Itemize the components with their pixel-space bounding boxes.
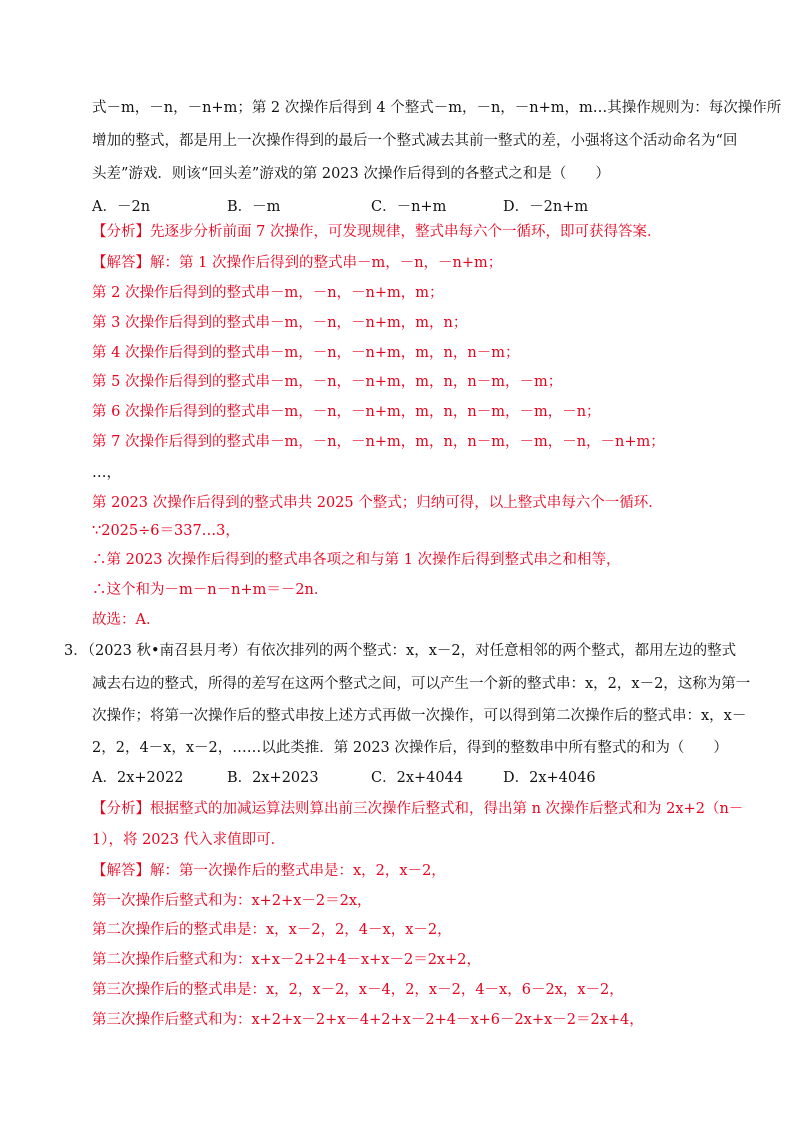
q3-solution-line: 第二次操作后的整式串是：x，x－2，2，4－x，x－2， <box>92 922 452 938</box>
q2-solution-line: 第 2023 次操作后得到的整式串共 2025 个整式；归纳可得，以上整式串每六个一循环． <box>92 495 663 511</box>
q2-option-c: C．－n+m <box>371 199 447 215</box>
q3-stem-line: 2，2，4－x，x－2，……以此类推．第 2023 次操作后，得到的整数串中所有整式的和为（ ） <box>92 740 728 756</box>
q3-analysis-cont: 1），将 2023 代入求值即可． <box>92 832 286 848</box>
q3-option-b: B．2x+2023 <box>227 770 319 786</box>
q2-option-a: A．－2n <box>92 199 151 215</box>
q3-solution-line: 第一次操作后整式和为：x+2+x－2＝2x， <box>92 893 372 909</box>
q3-solution-line: 第三次操作后整式和为：x+2+x－2+x－4+2+x－2+4－x+6－2x+x－2＝2x+4， <box>92 1012 644 1028</box>
q2-solution-line: 第 6 次操作后得到的整式串－m，－n，－n+m，m，n，n－m，－m，－n； <box>92 404 601 420</box>
q2-solution-line: 【解答】解：第 1 次操作后得到的整式串－m，－n，－n+m； <box>92 255 503 271</box>
q3-analysis: 【分析】根据整式的加减运算法则算出前三次操作后整式和，得出第 n 次操作后整式和为 2x+2（n－ <box>92 801 744 817</box>
q2-analysis: 【分析】先逐步分析前面 7 次操作，可发现规律，整式串每六个一循环，即可获得答案． <box>92 224 662 240</box>
q3-solution-line: 第二次操作后整式和为：x+x－2+2+4－x+x－2＝2x+2， <box>92 952 481 968</box>
q2-solution-line: 第 5 次操作后得到的整式串－m，－n，－n+m，m，n，n－m，－m； <box>92 374 563 390</box>
q3-solution-line: 【解答】解：第一次操作后的整式串是：x，2，x－2， <box>92 863 446 879</box>
q3-stem-line: 减去右边的整式，所得的差写在这两个整式之间，可以产生一个新的整式串：x，2，x－2，这称为第一 <box>92 676 751 692</box>
q2-stem-line: 式－m，－n，－n+m；第 2 次操作后得到 4 个整式－m，－n，－n+m，m…其操作规则为：每次操作所 <box>92 100 782 116</box>
q2-solution-line: 第 2 次操作后得到的整式串－m，－n，－n+m，m； <box>92 285 444 301</box>
q3-option-c: C．2x+4044 <box>371 770 464 786</box>
q2-ellipsis-line: …， <box>92 465 121 481</box>
q2-stem-line: 增加的整式，都是用上一次操作得到的最后一个整式减去其前一整式的差，小强将这个活动命名为“回 <box>92 133 738 149</box>
q3-option-d: D．2x+4046 <box>503 770 596 786</box>
q2-answer-line: 故选：A． <box>92 612 161 628</box>
q2-solution-line: ∵2025÷6＝337…3， <box>92 523 240 539</box>
q2-solution-line: 第 4 次操作后得到的整式串－m，－n，－n+m，m，n，n－m； <box>92 345 520 361</box>
q2-solution-line: ∴第 2023 次操作后得到的整式串各项之和与第 1 次操作后得到整式串之和相等， <box>92 552 621 568</box>
q3-option-a: A．2x+2022 <box>92 770 184 786</box>
q2-option-d: D．－2n+m <box>503 199 589 215</box>
q3-stem-line: 次操作；将第一次操作后的整式串按上述方式再做一次操作，可以得到第二次操作后的整式串：x，x－ <box>92 708 747 724</box>
q2-solution-line: ∴这个和为－m－n－n+m＝－2n． <box>92 582 329 598</box>
q2-solution-line: 第 3 次操作后得到的整式串－m，－n，－n+m，m，n； <box>92 315 468 331</box>
q2-stem-line: 头差”游戏．则该“回头差”游戏的第 2023 次操作后得到的各整式之和是（ ） <box>92 166 610 182</box>
q3-solution-line: 第三次操作后的整式串是：x，2，x－2，x－4，2，x－2，4－x，6－2x，x－2， <box>92 982 624 998</box>
q2-solution-line: 第 7 次操作后得到的整式串－m，－n，－n+m，m，n，n－m，－m，－n，－n+m； <box>92 434 665 450</box>
q3-stem-line: 3．（2023 秋•南召县月考）有依次排列的两个整式：x，x－2，对任意相邻的两个整式，都用左边的整式 <box>64 643 737 659</box>
q2-option-b: B．－m <box>227 199 281 215</box>
